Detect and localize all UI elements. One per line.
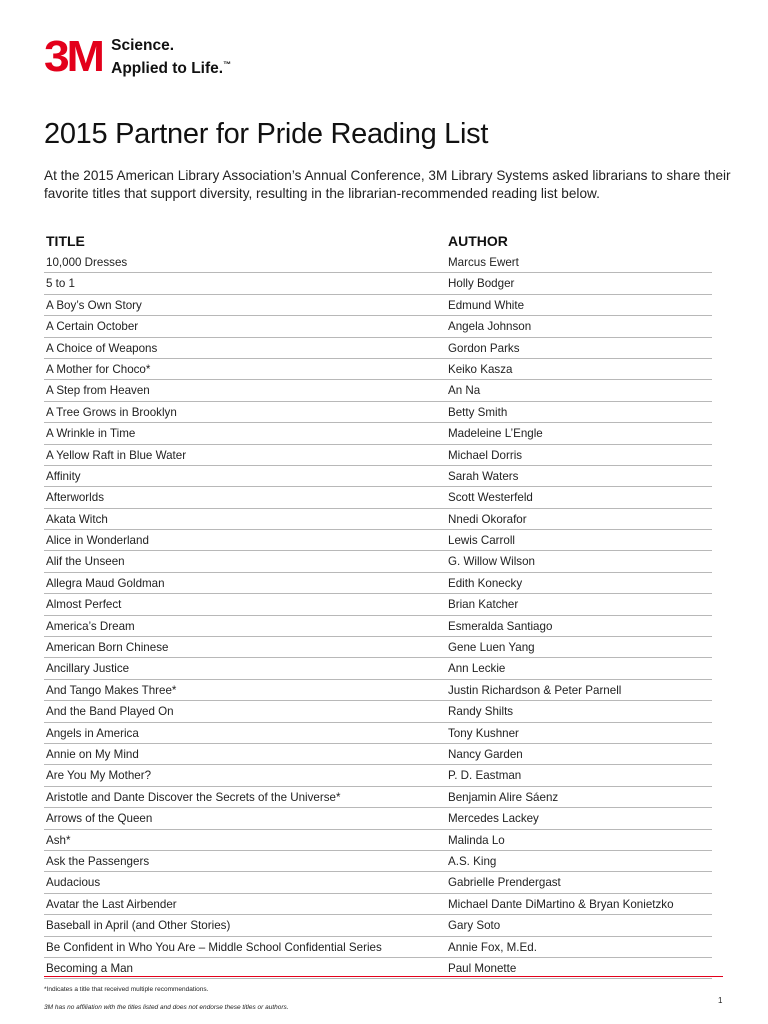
table-row [44,787,712,808]
page-number: 1 [718,996,723,1005]
book-title: Almost Perfect [46,598,122,612]
book-author: Keiko Kasza [448,362,513,376]
book-author: Esmeralda Santiago [448,619,553,633]
tagline-line-2-text: Applied to Life. [111,60,224,78]
table-row [44,808,712,829]
book-author: Madeleine L’Engle [448,427,543,441]
disclaimer: 3M has no affiliation with the titles listed and does not endorse these titles or authors. [44,1004,289,1011]
book-author: Sarah Waters [448,469,519,483]
book-author: Brian Katcher [448,598,519,612]
intro-paragraph: At the 2015 American Library Association’s Annual Conference, 3M Library Systems asked librarians to share their favorite titles that support diversity, resulting in the librarian-recommended reading list below. [44,168,731,201]
book-author: Randy Shilts [448,705,514,719]
book-title: A Tree Grows in Brooklyn [46,405,177,419]
book-author: A.S. King [448,854,497,868]
book-author: Benjamin Alire Sáenz [448,790,559,804]
table-row [44,530,712,551]
book-title: Avatar the Last Airbender [46,897,177,911]
book-title: Be Confident in Who You Are – Middle School Confidential Series [46,940,382,954]
table-row [44,744,712,765]
book-title: Audacious [46,876,101,890]
table-row [44,594,712,615]
book-title: Becoming a Man [46,961,133,975]
book-title: A Choice of Weapons [46,341,158,355]
book-title: Ask the Passengers [46,854,150,868]
book-title: A Wrinkle in Time [46,427,136,441]
book-title: And the Band Played On [46,705,174,719]
book-title: A Yellow Raft in Blue Water [46,448,187,462]
footnote: *Indicates a title that received multiple recommendations. [44,986,209,993]
book-author: Ann Leckie [448,662,506,676]
book-author: Paul Monette [448,961,517,975]
book-author: Marcus Ewert [448,256,519,269]
book-author: Michael Dorris [448,448,523,462]
book-title: Ash* [46,833,71,847]
table-row [44,423,712,444]
table-row [44,894,712,915]
book-title: Ancillary Justice [46,662,130,676]
book-author: Edith Konecky [448,576,523,590]
book-author: Edmund White [448,298,525,312]
book-author: Malinda Lo [448,833,505,847]
trademark-symbol: ™ [223,60,232,69]
book-title: A Mother for Choco* [46,362,151,376]
table-row [44,680,712,701]
book-title: Angels in America [46,726,139,740]
table-row [44,915,712,936]
book-title: Annie on My Mind [46,747,139,761]
table-row [44,252,712,273]
book-author: Nancy Garden [448,747,523,761]
book-title: Affinity [46,469,81,483]
table-row [44,509,712,530]
footer-divider [44,976,723,977]
table-row [44,937,712,958]
table-row [44,295,712,316]
tagline-line-1: Science. [111,37,175,54]
book-title: A Boy’s Own Story [46,298,142,312]
book-title: Akata Witch [46,512,108,526]
book-title: Afterworlds [46,491,104,505]
table-row [44,380,712,401]
book-author: Betty Smith [448,405,508,419]
table-row [44,830,712,851]
book-author: Scott Westerfeld [448,491,533,505]
table-row [44,466,712,487]
book-author: Holly Bodger [448,277,515,291]
table-row [44,551,712,572]
book-author: Annie Fox, M.Ed. [448,940,537,954]
table-row [44,573,712,594]
book-title: Aristotle and Dante Discover the Secrets of the Universe* [46,790,341,804]
book-title: 5 to 1 [46,277,76,291]
book-author: P. D. Eastman [448,769,522,783]
book-author: Gene Luen Yang [448,641,535,655]
book-author: An Na [448,384,481,398]
table-row [44,359,712,380]
book-title: A Step from Heaven [46,384,150,398]
reading-list-table [44,252,712,979]
book-author: G. Willow Wilson [448,555,535,569]
column-header-author: AUTHOR [448,233,508,249]
book-title: Alif the Unseen [46,555,125,569]
book-author: Mercedes Lackey [448,812,539,826]
table-row [44,487,712,508]
book-author: Gary Soto [448,919,501,933]
book-title: Alice in Wonderland [46,534,149,548]
table-row [44,723,712,744]
book-author: Tony Kushner [448,726,519,740]
brand-logo [44,32,232,82]
book-author: Nnedi Okorafor [448,512,527,526]
table-row [44,616,712,637]
table-row [44,701,712,722]
book-author: Lewis Carroll [448,534,516,548]
tagline-line-2 [111,55,231,78]
book-title: Baseball in April (and Other Stories) [46,919,231,933]
book-title: 10,000 Dresses [46,256,128,269]
book-title: A Certain October [46,320,139,334]
3m-logo-mark: 3M [44,32,102,82]
book-author: Justin Richardson & Peter Parnell [448,683,622,697]
table-row [44,402,712,423]
column-header-title: TITLE [46,233,85,249]
book-author: Gordon Parks [448,341,520,355]
table-row [44,851,712,872]
book-author: Angela Johnson [448,320,532,334]
table-row [44,338,712,359]
book-title: America’s Dream [46,619,135,633]
book-title: Allegra Maud Goldman [46,576,165,590]
table-row [44,658,712,679]
table-row [44,445,712,466]
book-title: Arrows of the Queen [46,812,153,826]
book-title: American Born Chinese [46,641,169,655]
book-author: Michael Dante DiMartino & Bryan Konietzko [448,897,674,911]
book-author: Gabrielle Prendergast [448,876,561,890]
table-row [44,872,712,893]
table-row [44,316,712,337]
book-title: And Tango Makes Three* [46,683,177,697]
table-row [44,765,712,786]
brand-tagline [111,36,231,78]
table-row [44,273,712,294]
table-row [44,637,712,658]
book-title: Are You My Mother? [46,769,152,783]
page-title: 2015 Partner for Pride Reading List [44,118,489,150]
